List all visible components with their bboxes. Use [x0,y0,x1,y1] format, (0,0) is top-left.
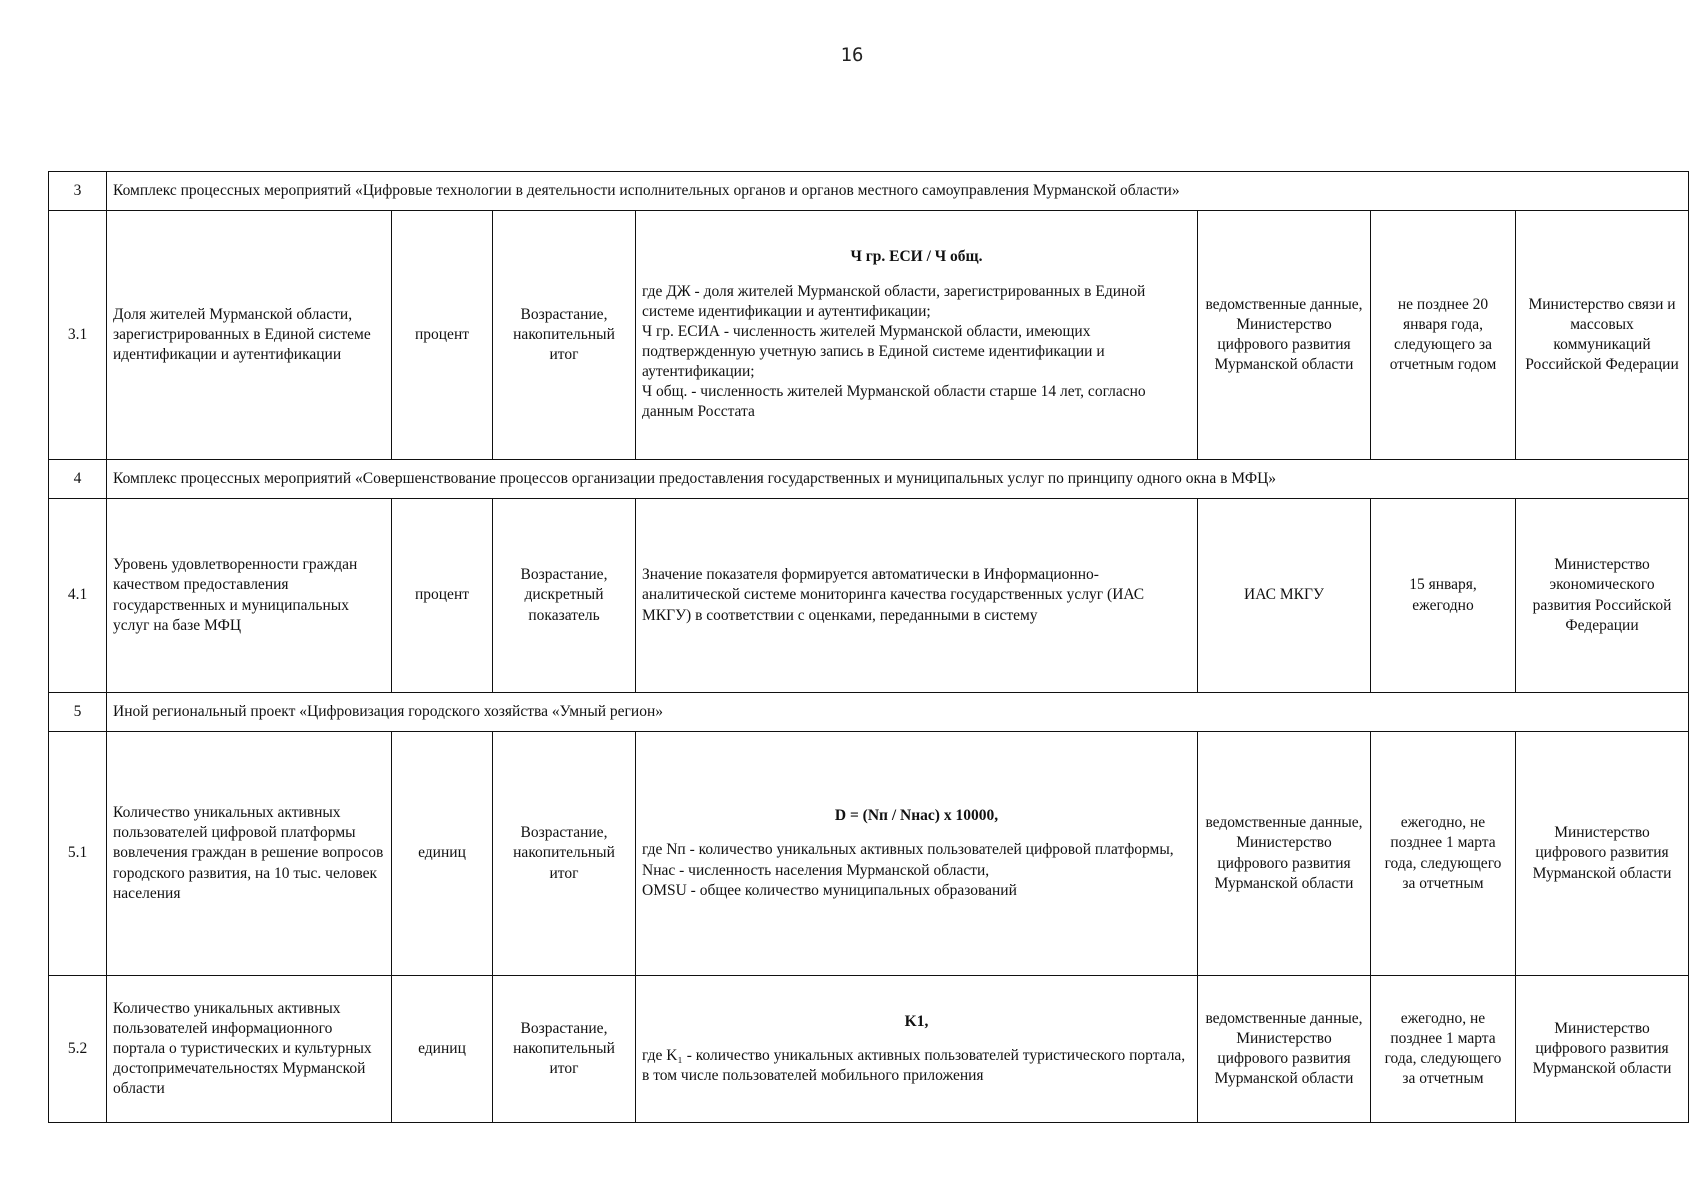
source-cell: ИАС МКГУ [1198,499,1371,693]
term-cell: не позднее 20 января года, следующего за отчетным годом [1371,211,1516,460]
section-row [49,172,1689,211]
section-title: Комплекс процессных мероприятий «Совершенствование процессов организации предоставления государственных и муниципальных услуг по принципу одного окна в МФЦ» [107,460,1689,499]
method-cell [636,499,1198,693]
method-description [642,840,1191,900]
unit-cell: процент [392,211,493,460]
method-cell [636,732,1198,976]
table-row [49,732,1689,976]
responsible-cell: Министерство цифрового развития Мурманской области [1516,976,1689,1123]
method-line: где ДЖ - доля жителей Мурманской области, зарегистрированных в Единой системе идентификации и аутентификации; [642,282,1146,320]
formula: D = (Nп / Nнас) x 10000, [834,807,999,825]
section-title: Комплекс процессных мероприятий «Цифровые технологии в деятельности исполнительных органов и органов местного самоуправления Мурманской области» [107,172,1689,211]
method-description [642,282,1191,423]
method-cell [636,976,1198,1123]
term-cell: ежегодно, не позднее 1 марта года, следующего за отчетным [1371,732,1516,976]
dynamics-cell: Возрастание, накопительный итог [493,732,636,976]
section-number: 5 [49,693,107,732]
source-cell: ведомственные данные, Министерство цифрового развития Мурманской области [1198,732,1371,976]
method-line: Ч гр. ЕСИА - численность жителей Мурманской области, имеющих подтвержденную учетную запись в Единой системе идентификации и аутентификации; [642,322,1105,381]
table-row [49,976,1689,1123]
method-description [642,1046,1191,1086]
method-line: Ч общ. - численность жителей Мурманской области старше 14 лет, согласно данным Росстата [642,383,1146,421]
row-number: 4.1 [49,499,107,693]
responsible-cell: Министерство цифрового развития Мурманской области [1516,732,1689,976]
unit-cell: процент [392,499,493,693]
table-row [49,499,1689,693]
unit-cell: единиц [392,732,493,976]
indicators-table [48,171,1689,1123]
responsible-cell: Министерство экономического развития Российской Федерации [1516,499,1689,693]
section-row [49,693,1689,732]
responsible-cell: Министерство связи и массовых коммуникаций Российской Федерации [1516,211,1689,460]
row-number: 5.2 [49,976,107,1123]
formula: Ч гр. ЕСИ / Ч общ. [850,248,983,266]
indicator-name: Количество уникальных активных пользователей цифровой платформы вовлечения граждан в решение вопросов городского развития, на 10 тыс. человек населения [107,732,392,976]
indicator-name: Количество уникальных активных пользователей информационного портала о туристических и культурных достопримечательностях Мурманской области [107,976,392,1123]
page-number: 16 [840,44,864,66]
dynamics-cell: Возрастание, дискретный показатель [493,499,636,693]
method-line: где Nп - количество уникальных активных пользователей цифровой платформы, [642,841,1174,859]
source-cell: ведомственные данные, Министерство цифрового развития Мурманской области [1198,211,1371,460]
row-number: 5.1 [49,732,107,976]
section-row [49,460,1689,499]
section-title: Иной региональный проект «Цифровизация городского хозяйства «Умный регион» [107,693,1689,732]
dynamics-cell: Возрастание, накопительный итог [493,211,636,460]
method-line: Значение показателя формируется автоматически в Информационно-аналитической системе мониторинга качества государственных услуг (ИАС МКГУ) в соответствии с оценками, переданными в систему [642,566,1145,624]
dynamics-cell: Возрастание, накопительный итог [493,976,636,1123]
row-number: 3.1 [49,211,107,460]
term-cell: ежегодно, не позднее 1 марта года, следующего за отчетным [1371,976,1516,1123]
table-row [49,211,1689,460]
indicator-name: Уровень удовлетворенности граждан качеством предоставления государственных и муниципальных услуг на базе МФЦ [107,499,392,693]
section-number: 4 [49,460,107,499]
term-cell: 15 января, ежегодно [1371,499,1516,693]
method-line: Nнас - численность населения Мурманской области, [642,861,990,879]
method-line: OMSU - общее количество муниципальных образований [642,881,1017,899]
formula: K1, [904,1012,929,1030]
indicator-name: Доля жителей Мурманской области, зарегистрированных в Единой системе идентификации и аутентификации [107,211,392,460]
method-cell [636,211,1198,460]
source-cell: ведомственные данные, Министерство цифрового развития Мурманской области [1198,976,1371,1123]
unit-cell: единиц [392,976,493,1123]
method-line: где K₁ - количество уникальных активных пользователей туристического портала, в том числе пользователей мобильного приложения [642,1046,1186,1085]
method-description [642,565,1191,625]
section-number: 3 [49,172,107,211]
